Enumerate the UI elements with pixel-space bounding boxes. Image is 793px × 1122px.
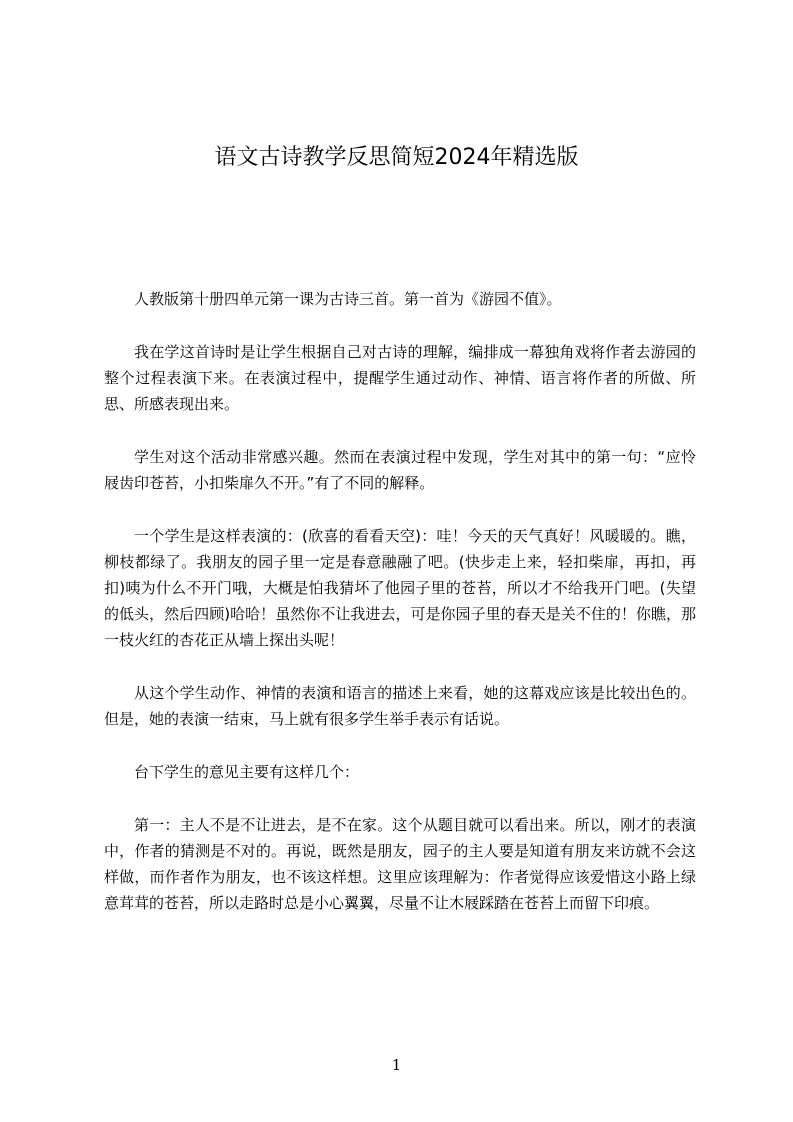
page-number: 1 <box>391 1056 402 1074</box>
document-title: 语文古诗教学反思简短2024年精选版 <box>214 145 579 170</box>
paragraph-7: 第一：主人不是不让进去，是不在家。这个从题目就可以看出来。所以，刚才的表演中，作者的猜测是不对的。再说，既然是朋友，园子的主人要是知道有朋友来访就不会这样做，而作者作为朋友，也不该这样想。这里应该理解为：作者觉得应该爱惜这小路上绿意茸茸的苍苔，所以走路时总是小心翼翼，尽量不让木屐踩踏在苍苔上而留下印痕。 <box>104 816 696 912</box>
paragraph-1: 人教版第十册四单元第一课为古诗三首。第一首为《游园不值》。 <box>134 290 562 308</box>
paragraph-3: 学生对这个活动非常感兴趣。然而在表演过程中发现，学生对其中的第一句：“应怜屐齿印苍苔，小扣柴扉久不开。”有了不同的解释。 <box>104 448 696 492</box>
document-body <box>104 286 696 943</box>
paragraph-2: 我在学这首诗时是让学生根据自己对古诗的理解，编排成一幕独角戏将作者去游园的整个过程表演下来。在表演过程中，提醒学生通过动作、神情、语言将作者的所做、所思、所感表现出来。 <box>104 343 696 413</box>
paragraph-6: 台下学生的意见主要有这样几个： <box>134 763 360 781</box>
paragraph-4: 一个学生是这样表演的：(欣喜的看看天空)：哇！今天的天气真好！风暖暖的。瞧，柳枝都绿了。我朋友的园子里一定是春意融融了吧。(快步走上来，轻扣柴扉，再扣，再扣)咦为什么不开门哦，大概是怕我猜坏了他园子里的苍苔，所以才不给我开门吧。(失望的低头，然后四顾)哈哈！虽然你不让我进去，可是你园子里的春天是关不住的！你瞧，那一枝火红的杏花正从墙上探出头呢！ <box>104 527 696 649</box>
paragraph-5: 从这个学生动作、神情的表演和语言的描述上来看，她的这幕戏应该是比较出色的。但是，她的表演一结束，马上就有很多学生举手表示有话说。 <box>104 684 696 728</box>
